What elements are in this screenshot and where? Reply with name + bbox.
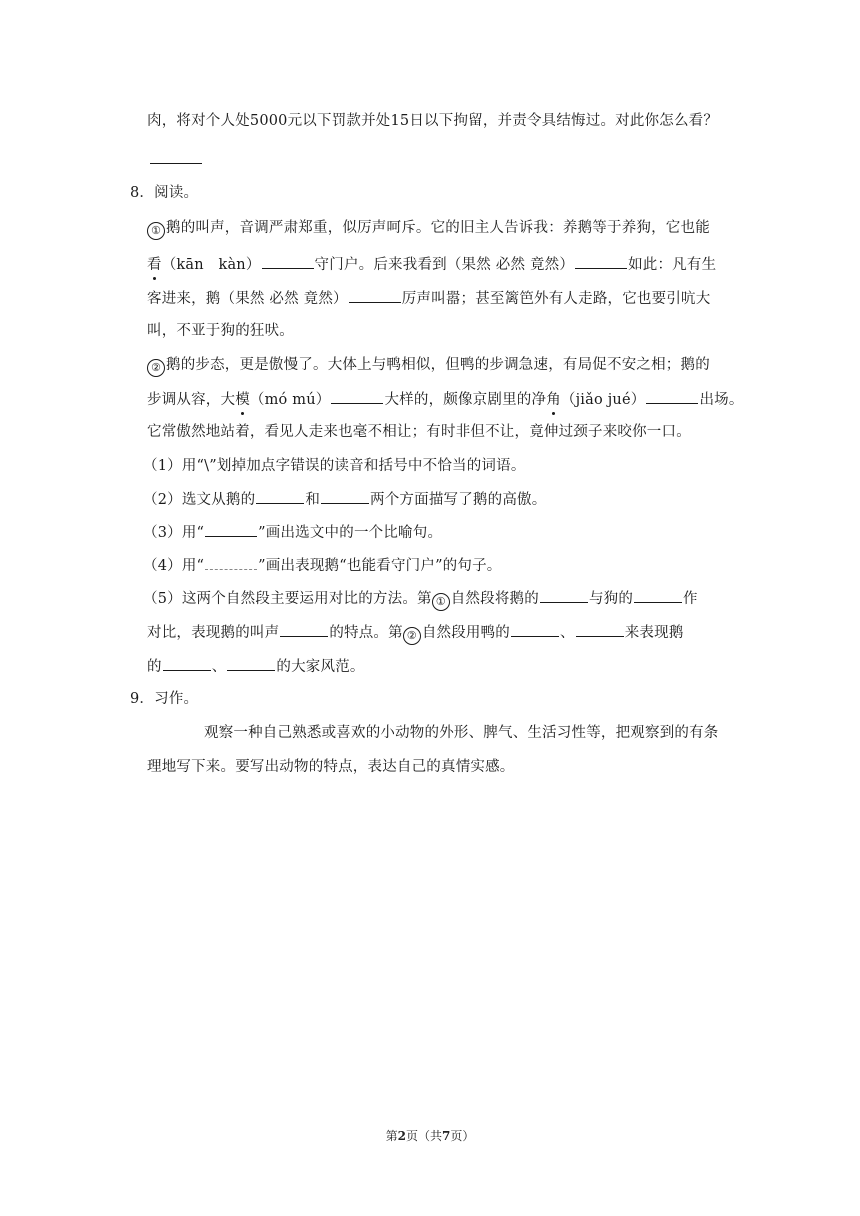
page-footer [0,1127,860,1144]
sub-question-text: （4）用“ [143,558,205,574]
q8-heading [130,183,198,203]
answer-blank[interactable] [540,587,588,603]
q9-line2 [147,757,515,777]
q8-para1-text: 叫，不亚于狗的狂吠。 [147,323,294,339]
q8-para2-line1 [147,355,710,377]
q8-sub5-line3 [147,655,365,677]
q8-para1-line1 [147,218,710,240]
q8-para1-line4 [147,321,294,341]
sub-question-text: 的特点。第 [329,625,403,641]
pinyin-options: （jiǎo jué） [560,392,646,408]
answer-blank[interactable] [349,287,401,303]
total-pages: 7 [442,1129,451,1143]
footer-text: 第 [385,1129,398,1143]
answer-blank[interactable] [321,488,369,504]
q8-para1-line2 [147,253,716,275]
q8-sub5-line2 [147,621,684,645]
answer-blank[interactable] [150,148,202,164]
sub-question-text: （1）用“\”划掉加点字错误的读音和括号中不恰当的词语。 [143,458,526,474]
q8-para1-text: 厉声叫嚣；甚至篱笆外有人走路，它也要引吭大 [401,291,711,307]
answer-blank[interactable] [575,253,627,269]
q8-title: 阅读。 [154,185,199,201]
sub-question-text: （2）选文从鹅的 [143,492,256,508]
dotted-char: 模 [235,392,250,408]
prev-question-line [147,111,718,131]
answer-blank[interactable] [262,253,314,269]
para-marker-2: ② [147,359,165,377]
q9-title: 习作。 [154,691,199,707]
sub-question-text: 两个方面描写了鹅的高傲。 [370,492,547,508]
q9-number: 9． [130,691,155,707]
para-marker-2: ② [403,627,421,645]
sub-question-text: 的大家风范。 [276,659,365,675]
sub-question-text: 自然段用鸭的 [421,625,511,641]
q8-para2-text: 它常傲然地站着，看见人走来也毫不相让；有时非但不让，竟伸过颈子来咬你一口。 [147,424,691,440]
q8-para2-text: 出场。 [699,392,744,408]
sub-question-text: 来表现鹅 [624,625,684,641]
footer-text: 页） [450,1129,475,1143]
answer-blank[interactable] [331,388,383,404]
q8-sub4 [143,554,501,576]
q8-para1-text: 鹅的叫声，音调严肃郑重，似厉声呵斥。它的旧主人告诉我：养鹅等于养狗，它也能 [166,220,710,236]
q9-text: 理地写下来。要写出动物的特点，表达自己的真情实感。 [147,759,515,775]
q8-sub5-line1 [143,587,698,611]
q8-para1-line3 [147,287,710,309]
sub-question-text: ”画出表现鹅“也能看守门户”的句子。 [258,558,502,574]
q8-sub2 [143,488,546,510]
q8-para2-text: 鹅的步态，更是傲慢了。大体上与鸭相似，但鸭的步调急速，有局促不安之相；鹅的 [166,357,710,373]
sub-question-text: 与狗的 [588,591,634,607]
q9-line1 [204,723,719,743]
q8-para2-text: 步调从容，大 [147,392,236,408]
q8-para2-text: 大样的，颇像京剧里的净 [384,392,547,408]
page-number: 2 [397,1129,406,1143]
dotted-char: 看 [147,257,162,273]
q8-para1-text: 如此：凡有生 [628,257,717,273]
q8-sub3 [143,521,442,543]
dashed-underline-sample [205,554,257,570]
sub-question-text: 作 [683,591,698,607]
answer-blank[interactable] [634,587,682,603]
answer-blank[interactable] [163,655,211,671]
sub-question-text: （5）这两个自然段主要运用对比的方法。第 [143,591,432,607]
q9-heading [130,689,198,709]
sub-question-text: 对比，表现鹅的叫声 [147,625,280,641]
q8-para1-text: 客进来，鹅（果然 必然 竟然） [147,291,348,307]
q8-para2-line3 [147,422,691,442]
prev-answer-blank-line [149,148,203,170]
q8-para2-line2 [147,388,744,410]
sub-question-text: 、 [560,625,575,641]
sub-question-text: 和 [305,492,321,508]
pinyin-options: （kān kàn） [161,257,261,273]
sub-question-text: 的 [147,659,162,675]
q8-number: 8． [130,185,155,201]
answer-blank[interactable] [511,621,559,637]
dotted-char: 角 [546,392,561,408]
sub-question-text: （3）用“ [143,525,205,541]
answer-blank[interactable] [576,621,624,637]
footer-text: 页（共 [405,1129,442,1143]
q8-para1-text: 守门户。后来我看到（果然 必然 竟然） [314,257,575,273]
sub-question-text: ”画出选文中的一个比喻句。 [258,525,443,541]
para-marker-1: ① [147,222,165,240]
q8-sub1 [143,456,526,476]
pinyin-options: （mó mú） [249,392,331,408]
answer-blank[interactable] [646,388,698,404]
para-marker-1: ① [432,593,450,611]
sub-question-text: 、 [211,659,227,675]
q9-text: 观察一种自己熟悉或喜欢的小动物的外形、脾气、生活习性等，把观察到的有条 [204,725,719,741]
answer-blank[interactable] [256,488,304,504]
solid-underline-sample [205,521,257,537]
sub-question-text: 自然段将鹅的 [450,591,539,607]
prev-question-text: 肉，将对个人处5000元以下罚款并处15日以下拘留，并责令具结悔过。对此你怎么看？ [147,113,719,129]
answer-blank[interactable] [280,621,328,637]
answer-blank[interactable] [227,655,275,671]
